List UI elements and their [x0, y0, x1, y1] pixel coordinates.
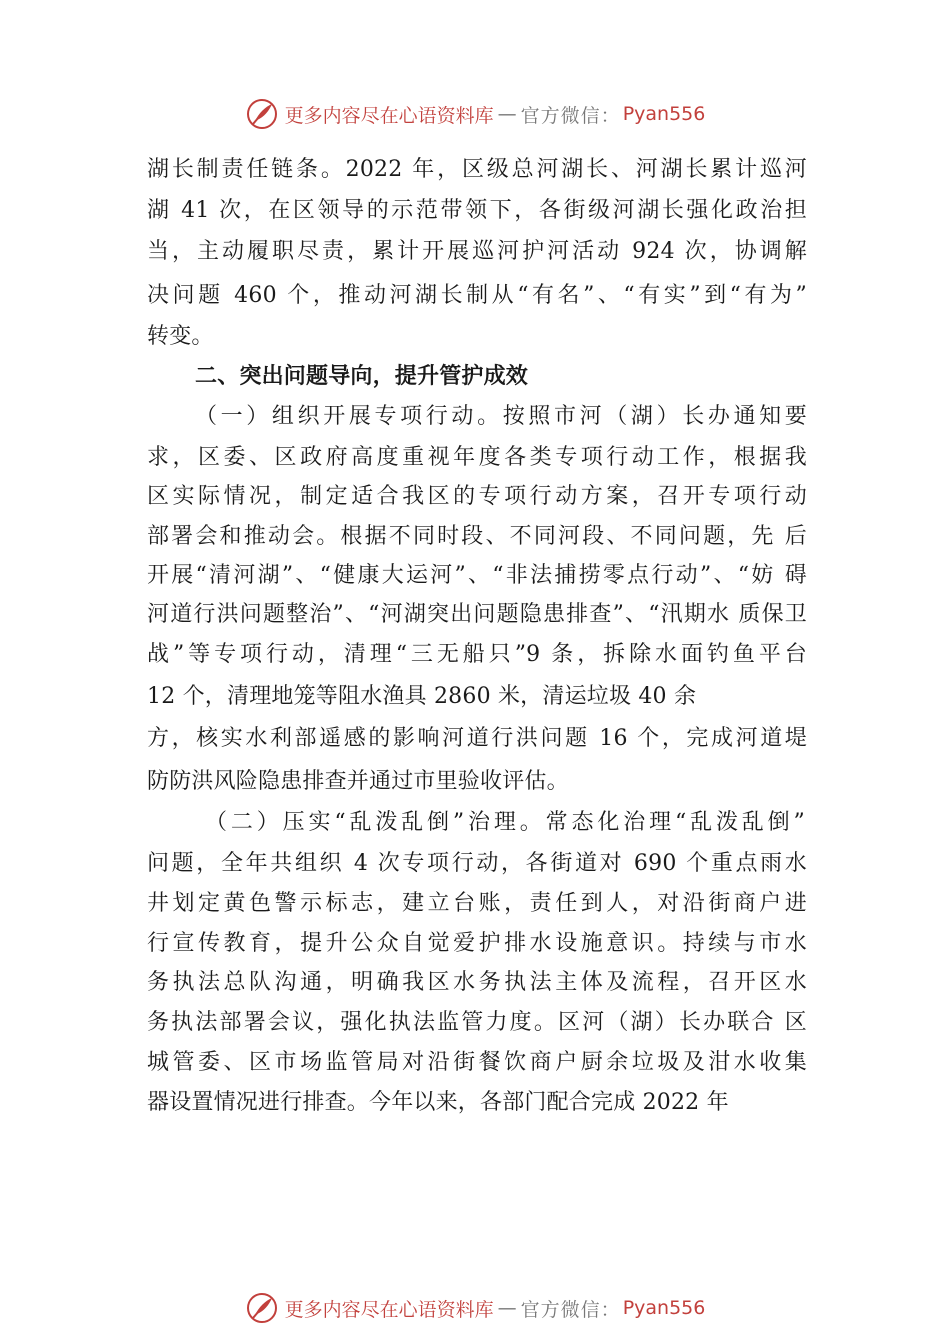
- watermark-wechat-label: 官方微信：: [520, 1298, 621, 1321]
- body-line: 河道行洪问题整治”、“河湖突出问题隐患排查”、“汛期水 质保卫: [147, 602, 807, 627]
- body-line: 问题，全年共组织 4 次专项行动，各街道对 690 个重点雨水: [147, 851, 807, 876]
- feather-logo-icon: [245, 97, 279, 131]
- body-line: 决问题 460 个，推动河湖长制从“有名”、“有实”到“有为”: [147, 283, 807, 308]
- body-line: 开展“清河湖”、“健康大运河”、“非法捕捞零点行动”、“妨 碍: [147, 563, 807, 588]
- section-heading: 二、突出问题导向，提升管护成效: [195, 364, 529, 389]
- body-line: 器设置情况进行排查。今年以来，各部门配合完成 2022 年: [147, 1090, 729, 1115]
- body-line: 防防洪风险隐患排查并通过市里验收评估。: [147, 769, 569, 794]
- body-line: 战”等专项行动，清理“三无船只”9 条，拆除水面钓鱼平台: [147, 642, 807, 667]
- watermark-wechat-id: Pyan556: [622, 103, 706, 125]
- paragraph-first-line: （二）压实“乱泼乱倒”治理。常态化治理“乱泼乱倒”: [205, 810, 805, 835]
- body-line: 区实际情况，制定适合我区的专项行动方案，召开专项行动: [147, 484, 807, 509]
- watermark-header: [0, 96, 950, 132]
- body-line: 12 个，清理地笼等阻水渔具 2860 米，清运垃圾 40 余: [147, 684, 697, 709]
- watermark-site: 更多内容尽在心语资料库: [284, 104, 494, 127]
- body-line: 方，核实水利部遥感的影响河道行洪问题 16 个，完成河道堤: [147, 726, 807, 751]
- body-line: 务执法总队沟通，明确我区水务执法主体及流程，召开区水: [147, 970, 807, 995]
- body-line: 转变。: [147, 324, 214, 349]
- body-line: 求，区委、区政府高度重视年度各类专项行动工作，根据我: [147, 445, 807, 470]
- watermark-wechat-label: 官方微信：: [520, 104, 621, 127]
- body-line: 城管委、区市场监管局对沿街餐饮商户厨余垃圾及泔水收集: [147, 1050, 807, 1075]
- body-line: 务执法部署会议，强化执法监管力度。区河（湖）长办联合 区: [147, 1010, 807, 1035]
- watermark-wechat-id: Pyan556: [622, 1297, 706, 1319]
- feather-logo-icon: [245, 1291, 279, 1325]
- body-line: 湖长制责任链条。2022 年，区级总河湖长、河湖长累计巡河: [147, 157, 807, 182]
- watermark-footer: [0, 1290, 950, 1326]
- body-line: 湖 41 次，在区领导的示范带领下，各街级河湖长强化政治担: [147, 198, 807, 223]
- paragraph-first-line: （一）组织开展专项行动。按照市河（湖）长办通知要: [195, 404, 807, 429]
- watermark-site: 更多内容尽在心语资料库: [284, 1298, 494, 1321]
- body-line: 当，主动履职尽责，累计开展巡河护河活动 924 次，协调解: [147, 239, 807, 264]
- watermark-separator: —: [497, 1297, 517, 1319]
- body-line: 部署会和推动会。根据不同时段、不同河段、不同问题，先 后: [147, 524, 807, 549]
- body-line: 井划定黄色警示标志，建立台账，责任到人，对沿街商户进: [147, 891, 807, 916]
- body-line: 行宣传教育，提升公众自觉爱护排水设施意识。持续与市水: [147, 931, 807, 956]
- watermark-separator: —: [497, 103, 517, 125]
